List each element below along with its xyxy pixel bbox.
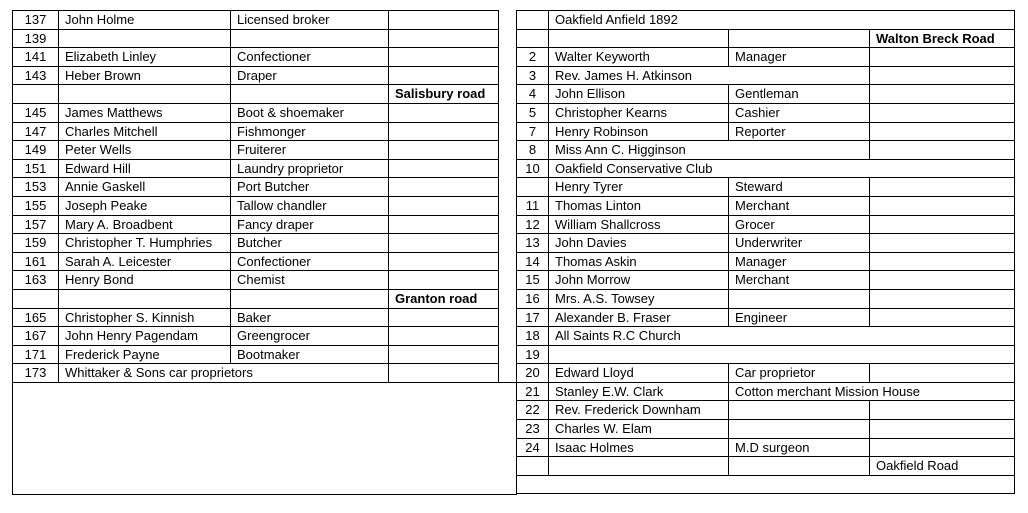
occupation-cell — [231, 289, 389, 308]
name-cell: Edward Hill — [59, 159, 231, 178]
house-number-cell: 22 — [517, 401, 549, 420]
house-number-cell: 155 — [13, 196, 59, 215]
name-cell: Mary A. Broadbent — [59, 215, 231, 234]
occupation-cell: Baker — [231, 308, 389, 327]
road-cell — [870, 438, 1015, 457]
table-row — [517, 401, 1015, 420]
table-row — [13, 159, 499, 178]
occupation-cell: Fruiterer — [231, 141, 389, 160]
road-cell — [389, 364, 499, 383]
merged-occupation-road-cell: Cotton merchant Mission House — [729, 382, 1015, 401]
occupation-cell: Manager — [729, 48, 870, 67]
house-number-cell — [517, 11, 549, 30]
name-cell — [59, 289, 231, 308]
table-row — [13, 48, 499, 67]
house-number-cell: 2 — [517, 48, 549, 67]
occupation-cell: Chemist — [231, 271, 389, 290]
house-number-cell: 10 — [517, 159, 549, 178]
occupation-cell: Confectioner — [231, 48, 389, 67]
occupation-cell: Cashier — [729, 103, 870, 122]
road-cell — [870, 401, 1015, 420]
house-number-cell: 12 — [517, 215, 549, 234]
name-cell: Charles Mitchell — [59, 122, 231, 141]
merged-name-occupation-cell: Rev. James H. Atkinson — [549, 66, 870, 85]
house-number-cell: 171 — [13, 345, 59, 364]
name-cell: Henry Tyrer — [549, 178, 729, 197]
road-cell — [870, 196, 1015, 215]
occupation-cell — [729, 401, 870, 420]
empty-bottom-row-cell — [517, 475, 1015, 494]
road-cell — [389, 308, 499, 327]
table-row — [13, 252, 499, 271]
name-cell: Joseph Peake — [59, 196, 231, 215]
name-cell: Thomas Askin — [549, 252, 729, 271]
name-cell: William Shallcross — [549, 215, 729, 234]
table-row — [13, 196, 499, 215]
occupation-cell: Fishmonger — [231, 122, 389, 141]
name-cell: Thomas Linton — [549, 196, 729, 215]
house-number-cell: 20 — [517, 364, 549, 383]
house-number-cell: 153 — [13, 178, 59, 197]
house-number-cell: 8 — [517, 141, 549, 160]
name-cell: Walter Keyworth — [549, 48, 729, 67]
road-cell — [389, 196, 499, 215]
occupation-cell: Grocer — [729, 215, 870, 234]
occupation-cell — [231, 85, 389, 104]
merged-name-occupation-cell: Whittaker & Sons car proprietors — [59, 364, 389, 383]
road-header-row — [13, 289, 499, 308]
name-cell — [59, 29, 231, 48]
house-number-cell: 24 — [517, 438, 549, 457]
house-number-cell — [517, 457, 549, 476]
road-cell — [389, 345, 499, 364]
table-row — [517, 252, 1015, 271]
name-cell: Christopher T. Humphries — [59, 234, 231, 253]
house-number-cell: 5 — [517, 103, 549, 122]
table-row — [517, 308, 1015, 327]
table-row — [517, 289, 1015, 308]
name-cell: Elizabeth Linley — [59, 48, 231, 67]
house-number-cell: 21 — [517, 382, 549, 401]
table-row — [13, 364, 499, 383]
name-cell: James Matthews — [59, 103, 231, 122]
occupation-cell: Port Butcher — [231, 178, 389, 197]
occupation-cell: Licensed broker — [231, 11, 389, 30]
road-cell — [389, 271, 499, 290]
table-row — [13, 11, 499, 30]
title-row — [517, 11, 1015, 30]
table-row — [13, 178, 499, 197]
name-cell — [549, 457, 729, 476]
road-cell — [870, 48, 1015, 67]
road-name-cell: Salisbury road — [389, 85, 499, 104]
road-cell — [389, 327, 499, 346]
table-row — [517, 122, 1015, 141]
name-cell: John Davies — [549, 234, 729, 253]
table-row — [517, 103, 1015, 122]
road-cell — [870, 308, 1015, 327]
house-number-cell — [13, 289, 59, 308]
road-cell — [870, 289, 1015, 308]
occupation-cell: Boot & shoemaker — [231, 103, 389, 122]
road-cell — [870, 66, 1015, 85]
road-cell — [389, 103, 499, 122]
name-cell — [59, 85, 231, 104]
merged-full-cell: All Saints R.C Church — [549, 327, 1015, 346]
house-number-cell — [13, 85, 59, 104]
name-cell: Rev. Frederick Downham — [549, 401, 729, 420]
house-number-cell: 157 — [13, 215, 59, 234]
empty-footer-cell — [12, 382, 517, 495]
road-name-cell: Oakfield Road — [870, 457, 1015, 476]
merged-full-cell — [549, 345, 1015, 364]
road-cell — [870, 122, 1015, 141]
house-number-cell: 151 — [13, 159, 59, 178]
table-row — [517, 215, 1015, 234]
name-cell: Peter Wells — [59, 141, 231, 160]
road-name-cell: Granton road — [389, 289, 499, 308]
merged-full-cell: Oakfield Conservative Club — [549, 159, 1015, 178]
table-row — [13, 29, 499, 48]
name-cell: John Henry Pagendam — [59, 327, 231, 346]
house-number-cell: 159 — [13, 234, 59, 253]
road-cell — [389, 234, 499, 253]
name-cell: Sarah A. Leicester — [59, 252, 231, 271]
house-number-cell: 3 — [517, 66, 549, 85]
road-cell — [870, 252, 1015, 271]
occupation-cell: Confectioner — [231, 252, 389, 271]
house-number-cell: 23 — [517, 420, 549, 439]
road-cell — [870, 215, 1015, 234]
name-cell: Heber Brown — [59, 66, 231, 85]
name-cell: Frederick Payne — [59, 345, 231, 364]
road-cell — [389, 29, 499, 48]
table-row — [13, 234, 499, 253]
table-row — [13, 345, 499, 364]
house-number-cell: 13 — [517, 234, 549, 253]
table-row — [13, 215, 499, 234]
occupation-cell: Steward — [729, 178, 870, 197]
house-number-cell: 163 — [13, 271, 59, 290]
house-number-cell: 139 — [13, 29, 59, 48]
road-cell — [870, 234, 1015, 253]
road-cell — [389, 11, 499, 30]
table-row — [517, 159, 1015, 178]
table-row — [517, 382, 1015, 401]
road-cell — [870, 364, 1015, 383]
house-number-cell: 161 — [13, 252, 59, 271]
road-cell — [389, 66, 499, 85]
table-row — [517, 178, 1015, 197]
occupation-cell: Car proprietor — [729, 364, 870, 383]
occupation-cell: Laundry proprietor — [231, 159, 389, 178]
occupation-cell: Gentleman — [729, 85, 870, 104]
road-cell — [870, 141, 1015, 160]
house-number-cell: 167 — [13, 327, 59, 346]
name-cell: Henry Bond — [59, 271, 231, 290]
house-number-cell — [517, 29, 549, 48]
road-header-row — [13, 85, 499, 104]
table-row — [13, 66, 499, 85]
occupation-cell — [729, 29, 870, 48]
occupation-cell: Bootmaker — [231, 345, 389, 364]
table-row — [517, 196, 1015, 215]
road-cell — [389, 141, 499, 160]
name-cell: Henry Robinson — [549, 122, 729, 141]
house-number-cell: 11 — [517, 196, 549, 215]
name-cell: John Holme — [59, 11, 231, 30]
road-header-row — [517, 457, 1015, 476]
name-cell: Mrs. A.S. Towsey — [549, 289, 729, 308]
occupation-cell: Engineer — [729, 308, 870, 327]
occupation-cell: Draper — [231, 66, 389, 85]
occupation-cell: Merchant — [729, 196, 870, 215]
name-cell: Christopher S. Kinnish — [59, 308, 231, 327]
right-directory-table — [516, 10, 1015, 494]
name-cell: Alexander B. Fraser — [549, 308, 729, 327]
table-row — [13, 308, 499, 327]
name-cell: Stanley E.W. Clark — [549, 382, 729, 401]
road-cell — [870, 103, 1015, 122]
road-name-cell: Walton Breck Road — [870, 29, 1015, 48]
table-row — [13, 271, 499, 290]
table-row — [517, 345, 1015, 364]
table-row — [13, 103, 499, 122]
house-number-cell: 141 — [13, 48, 59, 67]
table-row — [517, 327, 1015, 346]
occupation-cell: M.D surgeon — [729, 438, 870, 457]
road-header-row — [517, 29, 1015, 48]
occupation-cell: Butcher — [231, 234, 389, 253]
road-cell — [389, 178, 499, 197]
road-cell — [389, 48, 499, 67]
house-number-cell: 173 — [13, 364, 59, 383]
occupation-cell: Tallow chandler — [231, 196, 389, 215]
house-number-cell: 14 — [517, 252, 549, 271]
house-number-cell: 145 — [13, 103, 59, 122]
house-number-cell: 165 — [13, 308, 59, 327]
occupation-cell: Manager — [729, 252, 870, 271]
table-row — [517, 271, 1015, 290]
house-number-cell: 17 — [517, 308, 549, 327]
house-number-cell: 15 — [517, 271, 549, 290]
occupation-cell: Reporter — [729, 122, 870, 141]
house-number-cell: 137 — [13, 11, 59, 30]
house-number-cell: 18 — [517, 327, 549, 346]
road-cell — [389, 215, 499, 234]
occupation-cell: Merchant — [729, 271, 870, 290]
table-row — [517, 438, 1015, 457]
table-row — [13, 327, 499, 346]
road-cell — [389, 159, 499, 178]
name-cell: Edward Lloyd — [549, 364, 729, 383]
name-cell — [549, 29, 729, 48]
road-cell — [870, 420, 1015, 439]
road-cell — [870, 178, 1015, 197]
name-cell: Christopher Kearns — [549, 103, 729, 122]
name-cell: John Morrow — [549, 271, 729, 290]
table-row — [517, 66, 1015, 85]
name-cell: Charles W. Elam — [549, 420, 729, 439]
name-cell: Isaac Holmes — [549, 438, 729, 457]
house-number-cell: 7 — [517, 122, 549, 141]
occupation-cell — [231, 29, 389, 48]
occupation-cell — [729, 457, 870, 476]
table-row — [517, 475, 1015, 494]
merged-name-occupation-cell: Miss Ann C. Higginson — [549, 141, 870, 160]
table-row — [13, 141, 499, 160]
house-number-cell: 19 — [517, 345, 549, 364]
left-directory-table — [12, 10, 499, 383]
occupation-cell: Fancy draper — [231, 215, 389, 234]
road-cell — [389, 122, 499, 141]
occupation-cell — [729, 289, 870, 308]
table-row — [517, 234, 1015, 253]
table-row — [517, 85, 1015, 104]
occupation-cell: Greengrocer — [231, 327, 389, 346]
occupation-cell — [729, 420, 870, 439]
table-row — [13, 122, 499, 141]
table-row — [517, 420, 1015, 439]
house-number-cell: 143 — [13, 66, 59, 85]
table-title-cell: Oakfield Anfield 1892 — [549, 11, 1015, 30]
table-row — [517, 48, 1015, 67]
occupation-cell: Underwriter — [729, 234, 870, 253]
road-cell — [870, 85, 1015, 104]
name-cell: John Ellison — [549, 85, 729, 104]
table-row — [517, 364, 1015, 383]
house-number-cell — [517, 178, 549, 197]
house-number-cell: 147 — [13, 122, 59, 141]
name-cell: Annie Gaskell — [59, 178, 231, 197]
table-row — [517, 141, 1015, 160]
road-cell — [389, 252, 499, 271]
road-cell — [870, 271, 1015, 290]
house-number-cell: 16 — [517, 289, 549, 308]
house-number-cell: 4 — [517, 85, 549, 104]
house-number-cell: 149 — [13, 141, 59, 160]
